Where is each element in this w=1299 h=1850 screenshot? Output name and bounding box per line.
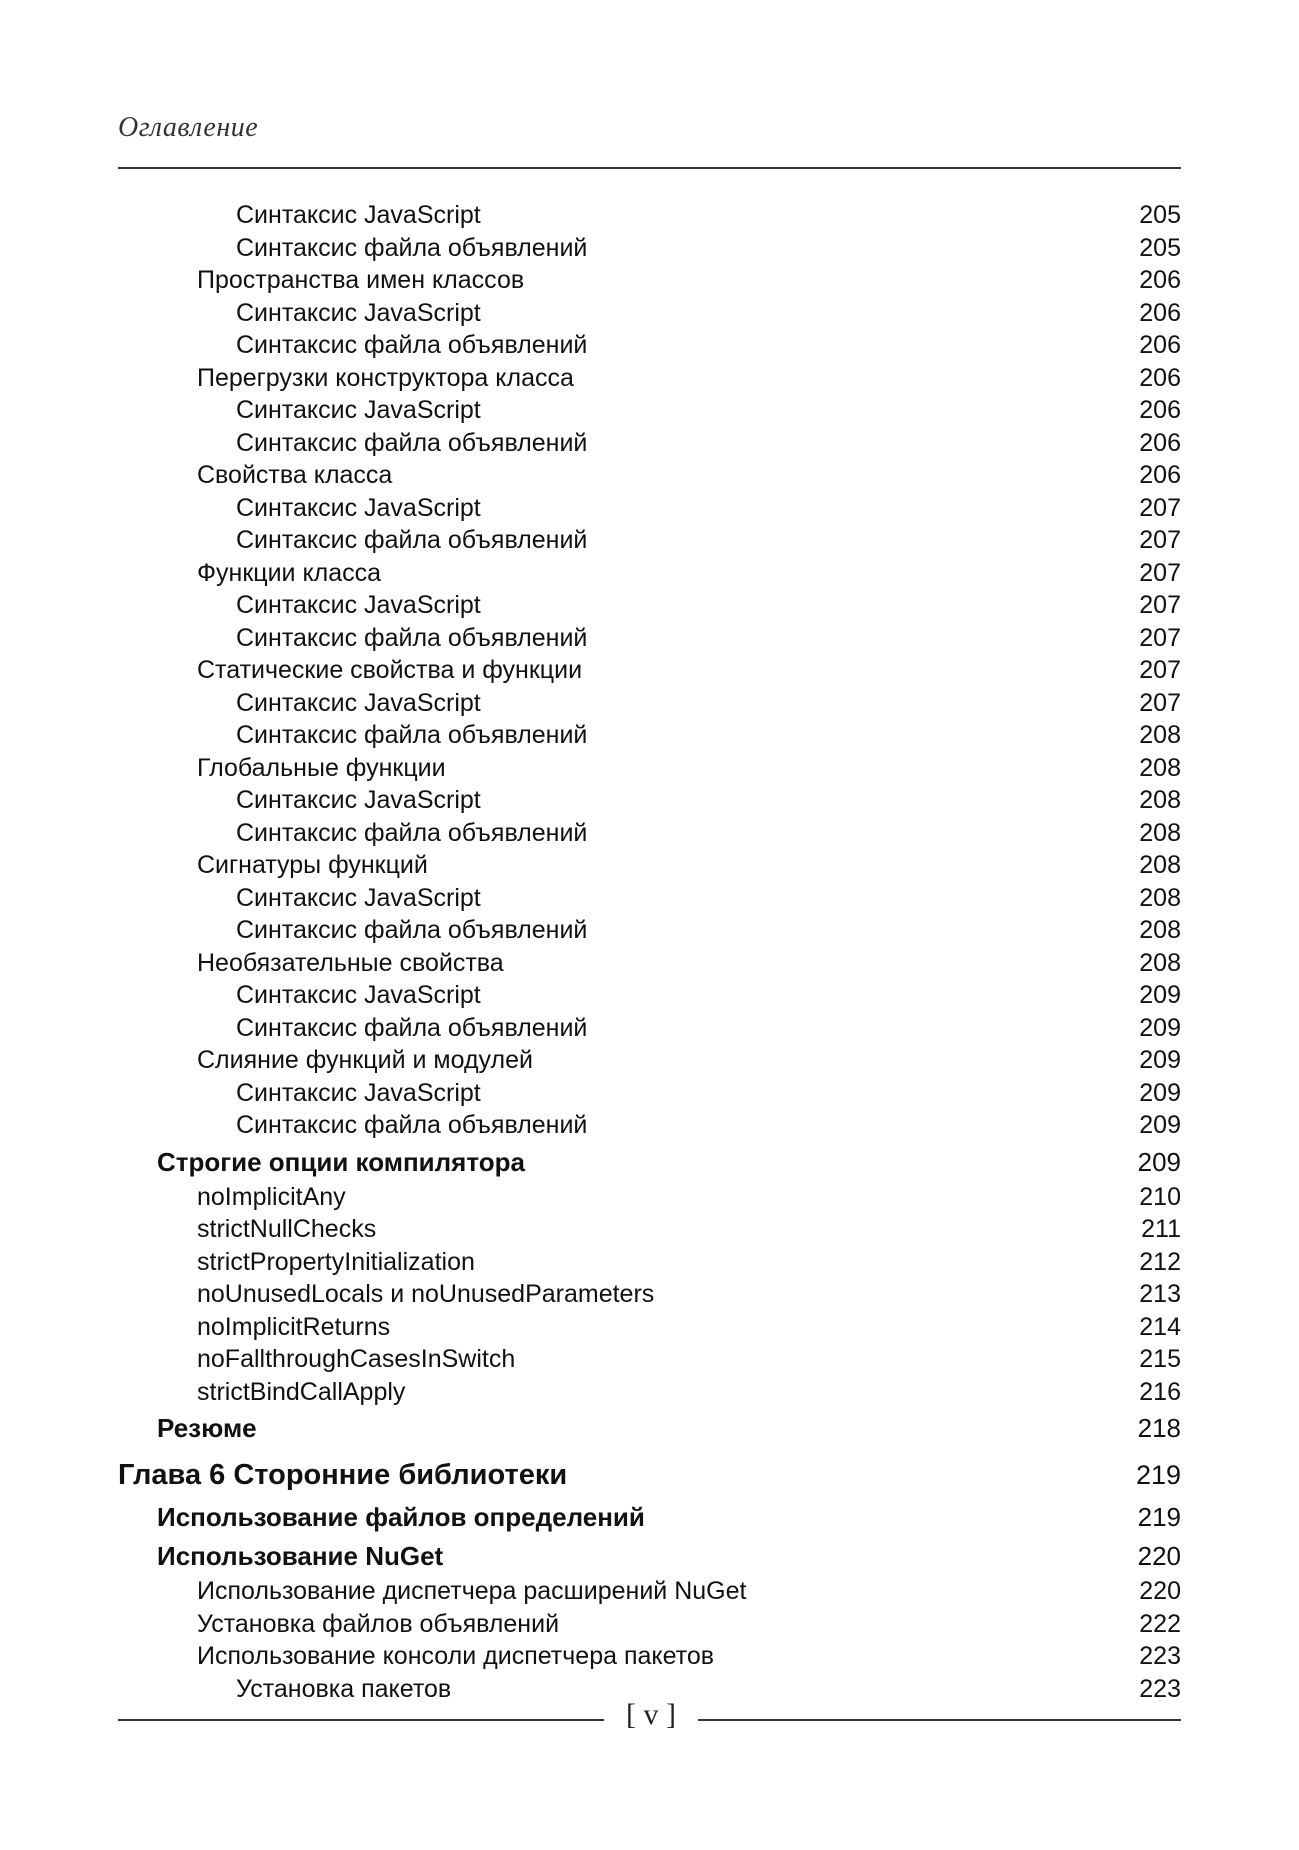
toc-entry-title: Пространства имен классов: [197, 266, 525, 294]
toc-entry-title: Установка файлов объявлений: [197, 1609, 560, 1638]
toc-entry-page: 209: [1137, 1146, 1181, 1177]
toc-entry-title: Резюме: [157, 1413, 257, 1443]
toc-entry-page: 207: [1139, 688, 1181, 717]
toc-entry-page: 220: [1137, 1541, 1181, 1571]
toc-entry: [118, 1213, 1181, 1246]
toc-entry-page: 209: [1139, 1078, 1181, 1107]
toc-entry: [118, 1376, 1181, 1409]
toc-entry: [118, 362, 1181, 395]
toc-entry: [118, 232, 1181, 265]
toc-entry-title: Синтаксис файла объявлений: [236, 428, 588, 457]
table-of-contents: [118, 199, 1181, 1705]
toc-entry-title: Строгие опции компилятора: [157, 1146, 525, 1177]
toc-entry-page: 209: [1139, 1013, 1181, 1042]
toc-entry-page: 206: [1139, 428, 1181, 457]
toc-entry-title: Использование NuGet: [157, 1541, 444, 1571]
toc-entry: [118, 817, 1181, 850]
toc-entry-page: 214: [1139, 1312, 1181, 1341]
toc-entry: [118, 914, 1181, 947]
toc-entry-title: Синтаксис JavaScript: [236, 493, 481, 522]
toc-entry: [118, 459, 1181, 492]
footer-rule-left: [118, 1719, 604, 1721]
toc-entry-page: 223: [1139, 1674, 1181, 1703]
toc-entry-page: 210: [1139, 1182, 1181, 1211]
toc-entry-page: 219: [1135, 1460, 1181, 1490]
toc-entry: [118, 1343, 1181, 1376]
toc-entry-title: Глава 6 Сторонние библиотеки: [118, 1459, 568, 1491]
toc-entry-title: Установка пакетов: [236, 1674, 452, 1703]
toc-entry-page: 209: [1139, 1046, 1181, 1074]
toc-entry-title: strictBindCallApply: [197, 1377, 406, 1406]
toc-entry-page: 208: [1139, 786, 1181, 814]
toc-entry-title: Синтаксис файла объявлений: [236, 916, 588, 944]
toc-entry-title: noUnusedLocals и noUnusedParameters: [197, 1280, 655, 1308]
toc-entry-title: Синтаксис JavaScript: [236, 591, 481, 619]
toc-entry: [118, 1246, 1181, 1279]
toc-entry: [118, 687, 1181, 720]
toc-entry: [118, 719, 1181, 752]
toc-entry-page: 207: [1139, 656, 1181, 684]
toc-entry-title: Синтаксис файла объявлений: [236, 331, 588, 359]
toc-entry-page: 207: [1139, 526, 1181, 554]
toc-entry-page: 206: [1139, 331, 1181, 359]
toc-entry-title: strictNullChecks: [197, 1215, 377, 1243]
toc-entry-title: Синтаксис JavaScript: [236, 981, 481, 1009]
toc-entry-title: Сигнатуры функций: [197, 851, 428, 879]
toc-entry: [118, 882, 1181, 915]
toc-entry-title: Глобальные функции: [197, 753, 446, 782]
toc-entry-title: Синтаксис файла объявлений: [236, 526, 588, 554]
toc-entry-page: 207: [1139, 558, 1181, 587]
toc-entry-title: Слияние функций и модулей: [197, 1046, 533, 1074]
toc-entry-page: 211: [1141, 1215, 1181, 1243]
toc-entry-page: 206: [1139, 363, 1181, 392]
toc-entry-page: 206: [1139, 266, 1181, 294]
toc-entry-title: Использование файлов определений: [157, 1502, 645, 1532]
toc-entry-page: 208: [1139, 916, 1181, 944]
footer-rule-right: [698, 1719, 1181, 1721]
toc-entry-title: Синтаксис JavaScript: [236, 396, 481, 424]
toc-entry-title: Функции класса: [197, 558, 382, 587]
toc-entry-title: Использование консоли диспетчера пакетов: [197, 1642, 715, 1670]
toc-entry-page: 208: [1139, 883, 1181, 912]
toc-entry-page: 208: [1139, 721, 1181, 749]
toc-entry-page: 223: [1139, 1642, 1181, 1670]
toc-entry: [118, 264, 1181, 297]
toc-entry-page: 208: [1139, 818, 1181, 847]
toc-entry: [118, 1109, 1181, 1142]
toc-entry-title: noImplicitReturns: [197, 1312, 391, 1341]
running-header: Оглавление: [118, 112, 259, 143]
toc-entry-title: strictPropertyInitialization: [197, 1247, 475, 1276]
toc-entry: [118, 1410, 1181, 1447]
toc-entry-page: 208: [1139, 753, 1181, 782]
toc-entry-page: 216: [1139, 1377, 1181, 1406]
toc-entry-page: 208: [1139, 948, 1181, 977]
toc-entry-title: Синтаксис файла объявлений: [236, 233, 588, 262]
toc-entry: [118, 654, 1181, 687]
toc-entry: [118, 524, 1181, 557]
toc-entry: [118, 492, 1181, 525]
toc-entry: [118, 947, 1181, 980]
toc-entry: [118, 1181, 1181, 1214]
toc-entry-page: 207: [1139, 493, 1181, 522]
toc-entry: [118, 622, 1181, 655]
toc-entry-page: 212: [1139, 1247, 1181, 1276]
toc-entry-title: Синтаксис файла объявлений: [236, 721, 588, 749]
toc-entry: [118, 784, 1181, 817]
toc-entry-page: 220: [1139, 1577, 1181, 1605]
toc-entry-page: 205: [1139, 233, 1181, 262]
toc-entry: [118, 1278, 1181, 1311]
toc-entry-title: Перегрузки конструктора класса: [197, 363, 574, 392]
toc-entry-title: Синтаксис файла объявлений: [236, 1013, 588, 1042]
toc-entry-page: 219: [1137, 1502, 1181, 1532]
toc-entry-title: Статические свойства и функции: [197, 656, 583, 684]
toc-entry: [118, 849, 1181, 882]
toc-entry-title: Синтаксис JavaScript: [236, 298, 481, 327]
toc-entry: [118, 329, 1181, 362]
toc-entry: [118, 1144, 1181, 1181]
toc-entry: [118, 1608, 1181, 1641]
toc-entry-page: 218: [1137, 1413, 1181, 1443]
toc-entry-page: 206: [1139, 461, 1181, 489]
toc-entry: [118, 1575, 1181, 1608]
toc-entry-page: 206: [1139, 396, 1181, 424]
toc-entry-title: Свойства класса: [197, 461, 393, 489]
toc-entry-page: 207: [1139, 623, 1181, 652]
toc-entry: [118, 297, 1181, 330]
toc-entry-page: 215: [1139, 1345, 1181, 1373]
toc-entry: [118, 1077, 1181, 1110]
toc-entry-page: 209: [1139, 981, 1181, 1009]
toc-entry-title: Синтаксис JavaScript: [236, 201, 481, 229]
toc-entry: [118, 1311, 1181, 1344]
toc-entry-page: 208: [1139, 851, 1181, 879]
toc-entry-title: Синтаксис файла объявлений: [236, 1111, 588, 1139]
toc-entry-page: 207: [1139, 591, 1181, 619]
toc-entry: [118, 1538, 1181, 1575]
toc-entry-title: Синтаксис JavaScript: [236, 1078, 481, 1107]
toc-entry: [118, 1044, 1181, 1077]
toc-entry-title: Использование диспетчера расширений NuGet: [197, 1577, 747, 1605]
toc-entry-title: Синтаксис файла объявлений: [236, 623, 588, 652]
toc-entry: [118, 557, 1181, 590]
toc-entry: [118, 1640, 1181, 1673]
toc-entry-title: Синтаксис JavaScript: [236, 688, 481, 717]
toc-entry-title: Синтаксис JavaScript: [236, 883, 481, 912]
toc-entry-page: 213: [1139, 1280, 1181, 1308]
toc-entry: [118, 427, 1181, 460]
toc-entry-title: Синтаксис файла объявлений: [236, 818, 588, 847]
toc-entry-title: noImplicitAny: [197, 1182, 346, 1211]
toc-entry-title: Необязательные свойства: [197, 948, 504, 977]
toc-entry-page: 222: [1139, 1609, 1181, 1638]
toc-entry: [118, 199, 1181, 232]
toc-entry-page: 205: [1139, 201, 1181, 229]
header-rule: [118, 167, 1181, 169]
page-number: [ v ]: [626, 1698, 676, 1731]
toc-entry-title: noFallthroughCasesInSwitch: [197, 1345, 516, 1373]
toc-entry-page: 209: [1139, 1111, 1181, 1139]
toc-entry: [118, 979, 1181, 1012]
toc-entry: [118, 1012, 1181, 1045]
toc-entry: [118, 1499, 1181, 1536]
toc-entry: [118, 589, 1181, 622]
toc-entry-title: Синтаксис JavaScript: [236, 786, 481, 814]
toc-entry: [118, 1454, 1181, 1497]
toc-entry: [118, 752, 1181, 785]
toc-entry-page: 206: [1139, 298, 1181, 327]
toc-entry: [118, 394, 1181, 427]
